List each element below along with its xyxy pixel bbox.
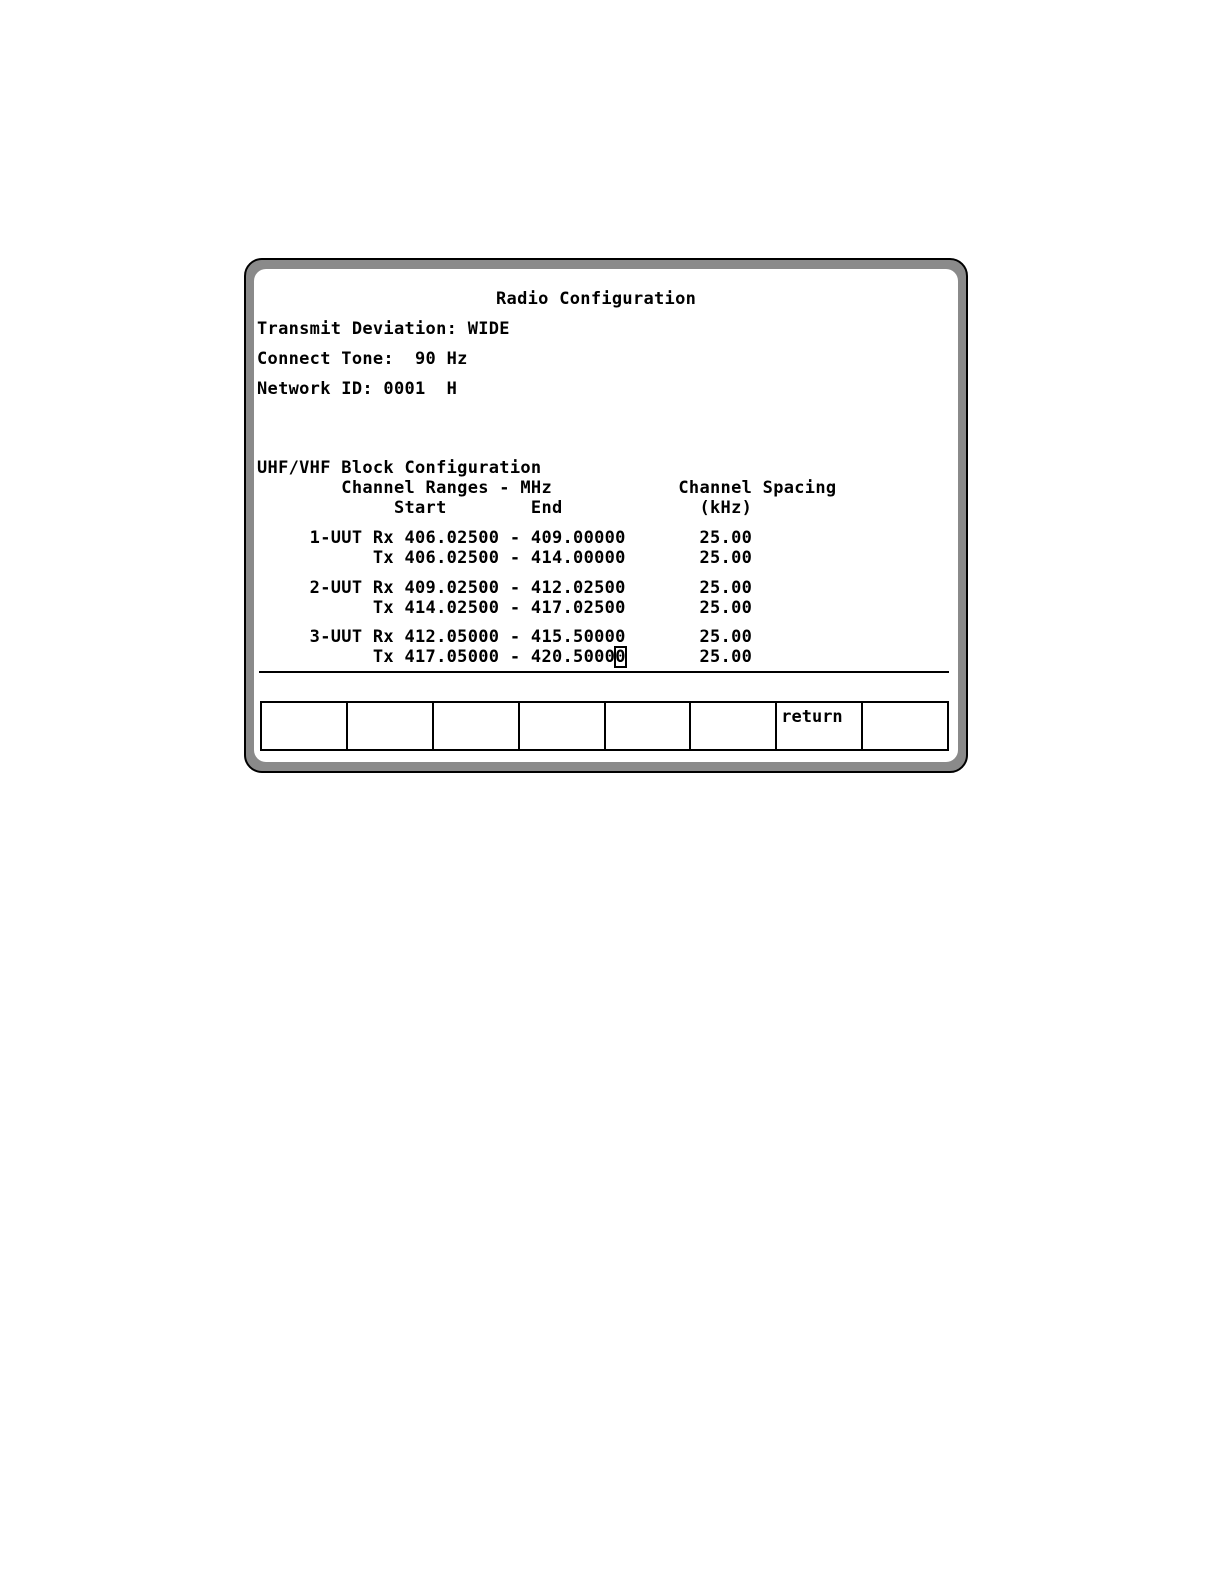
channel-row-2-tx[interactable]: Tx 414.02500 - 417.02500 25.00 xyxy=(257,598,753,618)
softkey-3[interactable] xyxy=(434,703,520,749)
block-config-heading: UHF/VHF Block Configuration xyxy=(257,458,542,478)
channel-row-1-rx[interactable]: 1-UUT Rx 406.02500 - 409.00000 25.00 xyxy=(257,528,753,548)
transmit-deviation-field[interactable]: Transmit Deviation: WIDE xyxy=(257,319,510,339)
channel-row-3-tx-text: Tx 417.05000 - 420.5000 xyxy=(257,647,616,667)
network-id-field[interactable]: Network ID: 0001 H xyxy=(257,379,458,399)
display-screen xyxy=(254,269,958,762)
connect-tone-field[interactable]: Connect Tone: 90 Hz xyxy=(257,349,468,369)
softkey-8[interactable] xyxy=(863,703,947,749)
channel-row-3-rx[interactable]: 3-UUT Rx 412.05000 - 415.50000 25.00 xyxy=(257,627,753,647)
channel-ranges-header: Channel Ranges - MHz Channel Spacing xyxy=(257,478,837,498)
start-end-header: Start End (kHz) xyxy=(257,498,753,518)
channel-row-3-tx[interactable] xyxy=(257,647,752,667)
channel-row-3-tx-spacing: 25.00 xyxy=(625,647,753,667)
screen-title: Radio Configuration xyxy=(496,289,697,309)
softkey-4[interactable] xyxy=(520,703,606,749)
softkey-bar xyxy=(260,701,949,751)
softkey-divider xyxy=(259,671,949,673)
return-softkey[interactable]: return xyxy=(777,703,863,749)
channel-row-2-rx[interactable]: 2-UUT Rx 409.02500 - 412.02500 25.00 xyxy=(257,578,753,598)
softkey-1[interactable] xyxy=(262,703,348,749)
channel-row-1-tx[interactable]: Tx 406.02500 - 414.00000 25.00 xyxy=(257,548,753,568)
display-bezel xyxy=(244,258,968,773)
softkey-6[interactable] xyxy=(691,703,777,749)
softkey-5[interactable] xyxy=(606,703,692,749)
softkey-2[interactable] xyxy=(348,703,434,749)
edit-cursor[interactable]: 0 xyxy=(615,647,626,667)
